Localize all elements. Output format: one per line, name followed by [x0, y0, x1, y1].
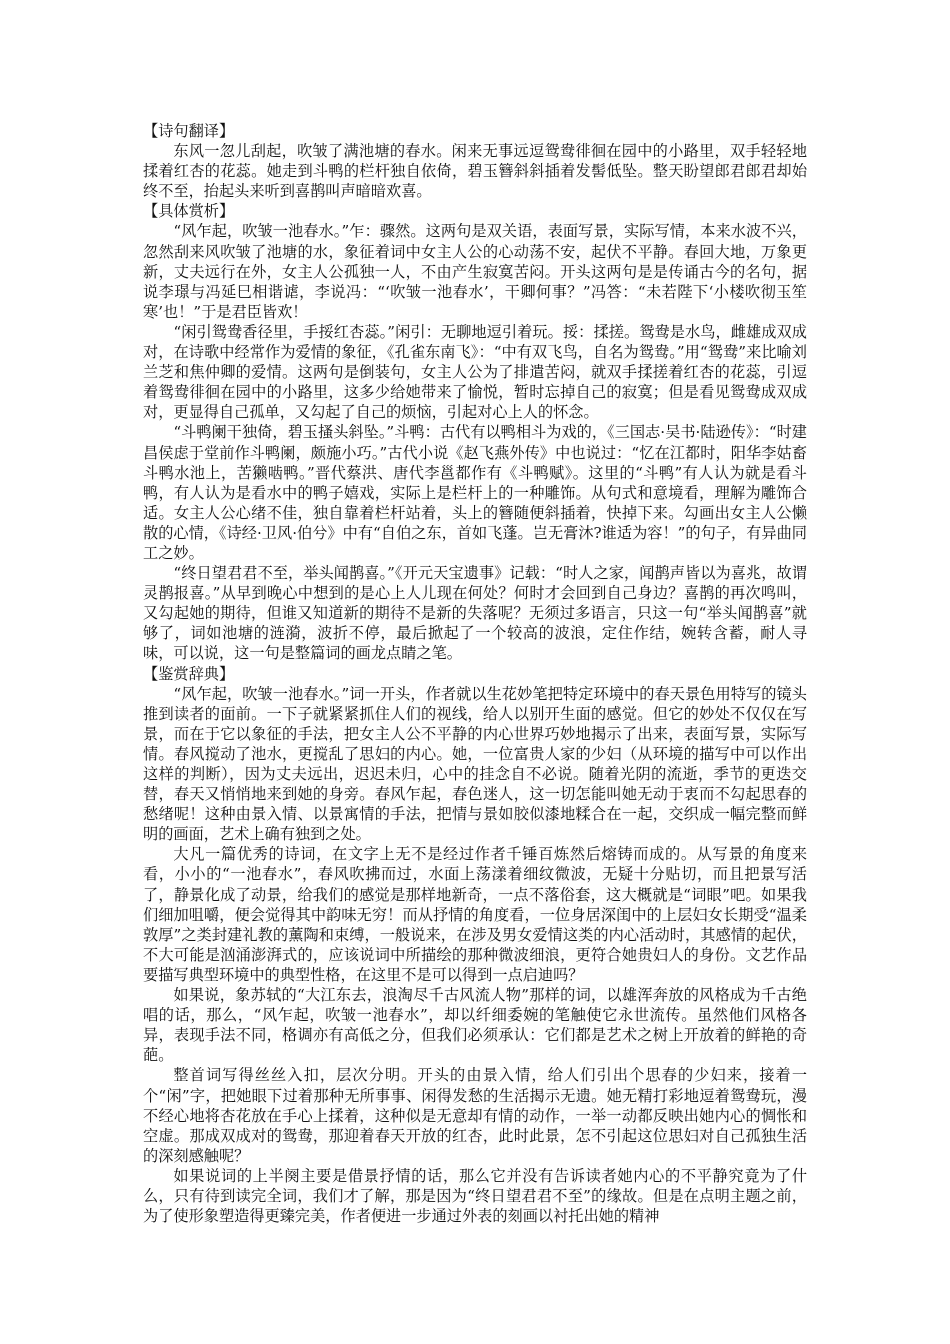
dictionary-paragraph-5: 如果说词的上半阕主要是借景抒情的话，那么它并没有告诉读者她内心的不平静究竟为了什么，只有待到读完全词，我们才了解，那是因为“终日望君君不至”的缘故。但是在点明主题之前，为了使形象塑造得更臻完美，作者便进一步通过外表的刻画以衬托出她的精神 [143, 1166, 807, 1226]
dictionary-paragraph-3: 如果说，象苏轼的“大江东去，浪淘尽千古风流人物”那样的词，以雄浑奔放的风格成为千古绝唱的话，那么，“风乍起，吹皱一池春水”，却以纤细委婉的笔触使它永世流传。虽然他们风格各异，表现手法不同，格调亦有高低之分，但我们必须承认：它们都是艺术之树上开放着的鲜艳的奇葩。 [143, 986, 807, 1065]
section-heading-translation: 【诗句翻译】 [143, 122, 235, 140]
document-page [143, 121, 807, 1226]
dictionary-paragraph-4: 整首词写得丝丝入扣，层次分明。开头的由景入情，给人们引出个思春的少妇来，接着一个“闲”字，把她眼下过着那种无所事事、闲得发愁的生活揭示无遗。她无精打彩地逗着鸳鸯玩，漫不经心地将杏花放在手心上揉着，这种似是无意却有情的动作，一举一动都反映出她内心的惆怅和空虚。那成双成对的鸳鸯，那迎着春天开放的红杏，此时此景，怎不引起这位思妇对自己孤独生活的深刻感触呢？ [143, 1066, 807, 1165]
analysis-paragraph-3: “斗鸭阑干独倚，碧玉搔头斜坠。”斗鸭：古代有以鸭相斗为戏的，《三国志·吴书·陆逊传》：“时建昌侯虑于堂前作斗鸭阑，颇施小巧。”古代小说《赵飞燕外传》中也说过：“忆在江都时，阳华李姑畜斗鸭水池上，苦獭啮鸭。”晋代蔡洪、唐代李邕都作有《斗鸭赋》。这里的“斗鸭”有人认为就是看斗鸭，有人认为是看水中的鸭子嬉戏，实际上是栏杆上的一种雕饰。从句式和意境看，理解为雕饰合适。女主人公心绪不佳，独自靠着栏杆站着，头上的簪随便斜插着，快掉下来。勾画出女主人公懒散的心情，《诗经·卫风·伯兮》中有“自伯之东，首如飞蓬。岂无膏沐?谁适为容！”的句子，有异曲同工之妙。 [143, 423, 807, 562]
dictionary-paragraph-1: “风乍起，吹皱一池春水。”词一开头，作者就以生花妙笔把特定环境中的春天景色用特写的镜头推到读者的面前。一下子就紧紧抓住人们的视线，给人以别开生面的感觉。但它的妙处不仅仅在写景，而在于它以象征的手法，把女主人公不平静的内心世界巧妙地揭示了出来，表面写景，实际写情。春风搅动了池水，更搅乱了思妇的内心。她，一位富贵人家的少妇（从环境的描写中可以作出这样的判断），因为丈夫远出，迟迟未归，心中的挂念自不必说。随着光阴的流逝，季节的更迭交替，春天又悄悄地来到她的身旁。春风乍起，春色迷人，这一切怎能叫她无动于衷而不勾起思春的愁绪呢！这种由景入情、以景寓情的手法，把情与景如胶似漆地糅合在一起，交织成一幅完整而鲜明的画面，艺术上确有独到之处。 [143, 684, 807, 844]
analysis-paragraph-2: “闲引鸳鸯香径里，手挼红杏蕊。”闲引：无聊地逗引着玩。挼：揉搓。鸳鸯是水鸟，雌雄成双成对，在诗歌中经常作为爱情的象征，《孔雀东南飞》：“中有双飞鸟，自名为鸳鸯。”用“鸳鸯”来比喻刘兰芝和焦仲卿的爱情。这两句是倒装句，女主人公为了排遣苦闷，就双手揉搓着红杏的花蕊，引逗着鸳鸯徘徊在园中的小路里，这多少给她带来了愉悦，暂时忘掉自己的寂寞；但是看见鸳鸯成双成对，更显得自己孤单，又勾起了自己的烦恼，引起对心上人的怀念。 [143, 322, 807, 422]
analysis-paragraph-4: “终日望君君不至，举头闻鹊喜。”《开元天宝遗事》记载：“时人之家，闻鹊声皆以为喜兆，故谓灵鹊报喜。”从早到晚心中想到的是心上人儿现在何处？何时才会回到自己身边？喜鹊的再次鸣叫，又勾起她的期待，但谁又知道新的期待不是新的失落呢？无须过多语言，只这一句“举头闻鹊喜”就够了，词如池塘的涟漪，波折不停，最后掀起了一个较高的波浪，定住作结，婉转含蓄，耐人寻味，可以说，这一句是整篇词的画龙点睛之笔。 [143, 564, 807, 663]
section-heading-dictionary: 【鉴赏辞典】 [143, 664, 235, 683]
analysis-paragraph-1: “风乍起，吹皱一池春水。”乍：骤然。这两句是双关语，表面写景，实际写情，本来水波不兴，忽然刮来风吹皱了池塘的水，象征着词中女主人公的心动荡不安，起伏不平静。春回大地，万象更新，丈夫远行在外，女主人公孤独一人，不由产生寂寞苦闷。开头这两句是是传诵古今的名句，据说李璟与冯延巳相谐谑，李说冯：“‘吹皱一池春水’，干卿何事？”冯答：“未若陛下‘小楼吹彻玉笙寒’也！”于是君臣皆欢！ [143, 222, 807, 321]
translation-paragraph: 东风一忽儿刮起，吹皱了满池塘的春水。闲来无事远逗鸳鸯徘徊在园中的小路里，双手轻轻地揉着红杏的花蕊。她走到斗鸭的栏杆独自依倚，碧玉簪斜斜插着发髻低坠。整天盼望郎君郎君却始终不至，抬起头来听到喜鹊叫声暗暗欢喜。 [143, 142, 807, 201]
dictionary-paragraph-2: 大凡一篇优秀的诗词，在文字上无不是经过作者千锤百炼然后熔铸而成的。从写景的角度来看，小小的“一池春水”，春风吹拂而过，水面上荡漾着细纹微波，无疑十分贴切，而且把景写活了，静景化成了动景，给我们的感觉是那样地新奇，一点不落俗套，这大概就是“词眼”吧。如果我们细加咀嚼，便会觉得其中韵味无穷！而从抒情的角度看，一位身居深闺中的上层妇女长期受“温柔敦厚”之类封建礼教的薰陶和束缚，一般说来，在涉及男女爱情这类的内心活动时，其感情的起伏，不大可能是汹涌澎湃式的，应该说词中所描绘的那种微波细浪，更符合她贵妇人的身份。文艺作品要描写典型环境中的典型性格，在这里不是可以得到一点启迪吗？ [143, 845, 807, 984]
section-heading-analysis: 【具体赏析】 [143, 202, 235, 221]
